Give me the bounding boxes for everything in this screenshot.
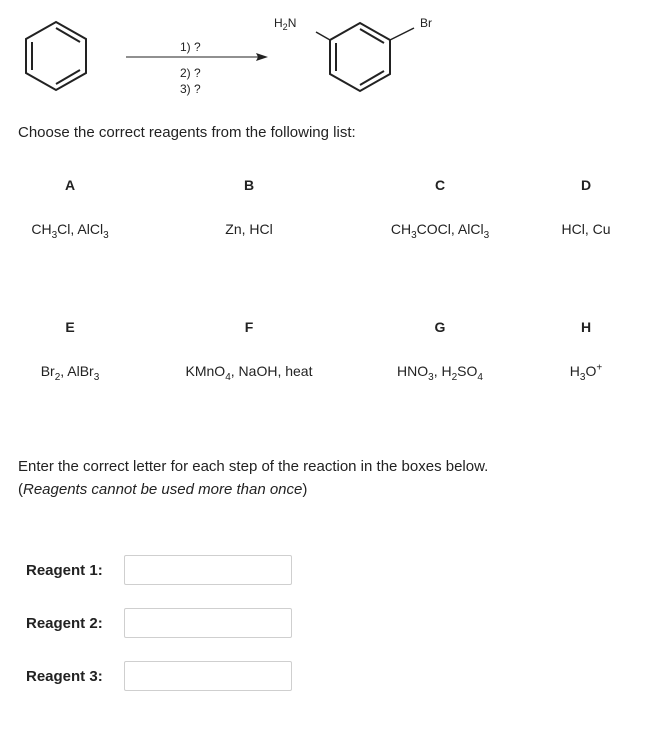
reagent-letter-b: B bbox=[243, 177, 255, 193]
reagent-formula-a: $CH_3Cl$, AlCl$_3$ bbox=[31, 221, 109, 241]
reagent-formula-f: KMnO$_4$, NaOH, heat bbox=[185, 363, 313, 383]
once-note: (Reagents cannot be used more than once) bbox=[18, 481, 308, 498]
reagent-3-label: Reagent 3: bbox=[26, 668, 103, 685]
once-note-text: Reagents cannot be used more than once bbox=[23, 481, 303, 498]
step-3-label: 3) ? bbox=[180, 82, 201, 96]
reaction-scheme bbox=[0, 0, 666, 120]
reagent-1-input[interactable] bbox=[124, 555, 292, 585]
choose-instruction: Choose the correct reagents from the following list: bbox=[18, 124, 356, 141]
reagent-formula-h: $H_3O^+$ bbox=[569, 362, 603, 383]
amine-label: $H_2N$ bbox=[274, 16, 297, 32]
reagent-letter-f: F bbox=[244, 319, 254, 335]
reaction-arrow bbox=[126, 53, 268, 61]
bromo-label: Br bbox=[420, 16, 432, 30]
enter-instruction: Enter the correct letter for each step of the reaction in the boxes below. bbox=[18, 458, 489, 475]
reagent-2-input[interactable] bbox=[124, 608, 292, 638]
reagent-2-label: Reagent 2: bbox=[26, 615, 103, 632]
reagent-formula-e: $Br_2$, AlBr$_3$ bbox=[40, 363, 100, 383]
product-structure bbox=[316, 23, 414, 91]
reagent-letter-c: C bbox=[434, 177, 446, 193]
reagent-formula-b: Zn, HCl bbox=[225, 221, 273, 237]
step-2-label: 2) ? bbox=[180, 66, 201, 80]
step-1-label: 1) ? bbox=[180, 40, 201, 54]
reagent-letter-d: D bbox=[580, 177, 592, 193]
reagent-letter-a: A bbox=[64, 177, 76, 193]
reagent-formula-c: $CH_3COCl$, AlCl$_3$ bbox=[390, 221, 490, 241]
reagent-3-input[interactable] bbox=[124, 661, 292, 691]
benzene-structure bbox=[26, 22, 86, 90]
reagent-formula-g: $HNO_3$, $H_2SO_4$ bbox=[397, 363, 483, 383]
reagent-letter-g: G bbox=[434, 319, 446, 335]
reagent-letter-e: E bbox=[65, 319, 75, 335]
reagent-formula-d: HCl, Cu bbox=[561, 221, 611, 237]
reagent-letter-h: H bbox=[580, 319, 592, 335]
reagent-1-label: Reagent 1: bbox=[26, 562, 103, 579]
